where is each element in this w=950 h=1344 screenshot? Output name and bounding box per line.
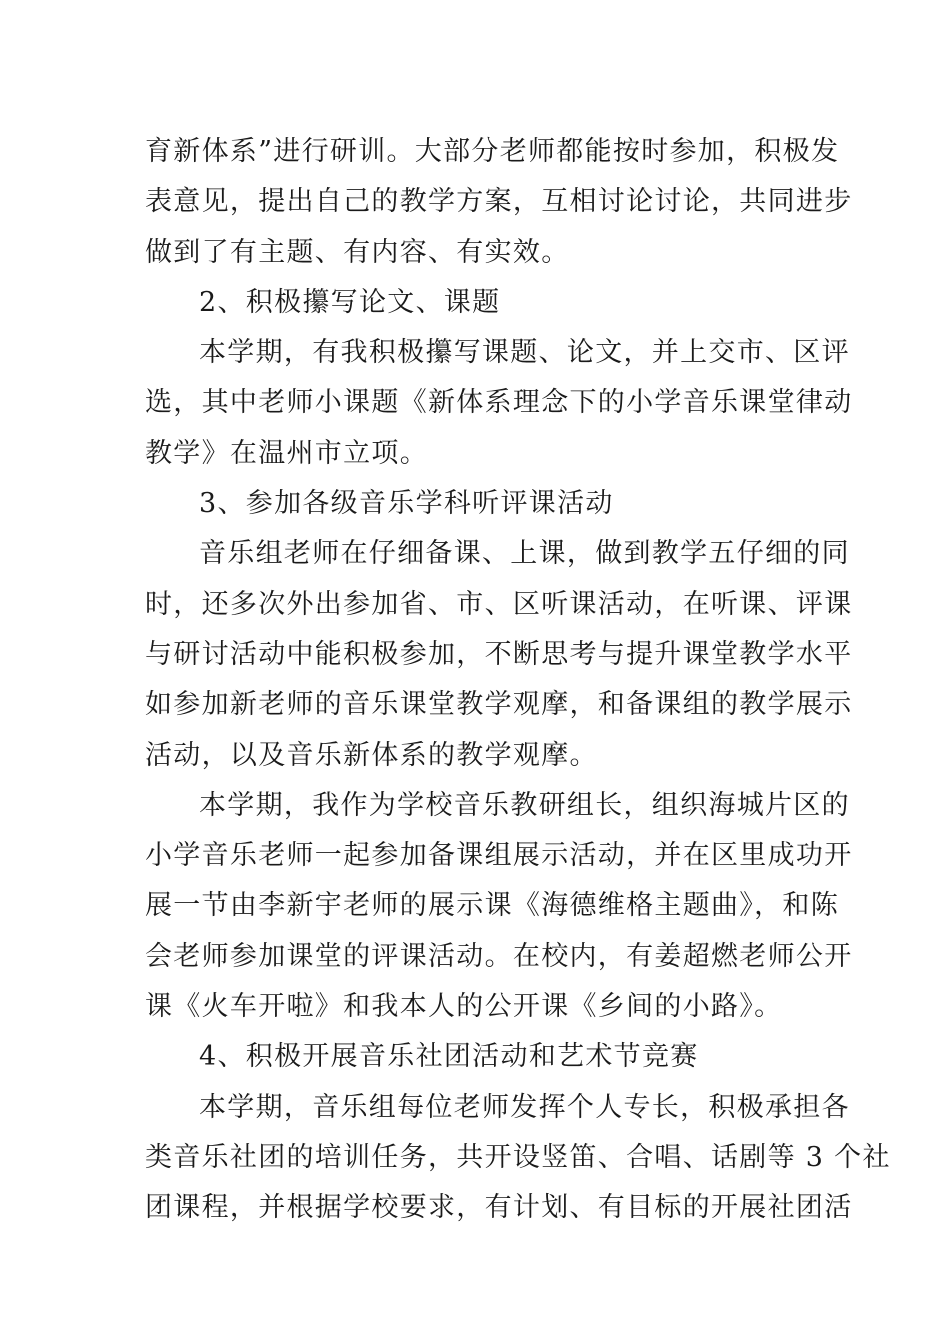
paragraph-start: 本学期，音乐组每位老师发挥个人专长，积极承担各 [199, 1091, 850, 1123]
text-line: 如参加新老师的音乐课堂教学观摩，和备课组的教学展示 [145, 689, 853, 721]
text-line: 选，其中老师小课题《新体系理念下的小学音乐课堂律动 [145, 387, 853, 419]
text-line: 类音乐社团的培训任务，共开设竖笛、合唱、话剧等 3 个社 [145, 1141, 891, 1173]
text-line: 教学》在温州市立项。 [145, 437, 428, 469]
document-body [145, 127, 891, 1234]
section-heading: 3、参加各级音乐学科听评课活动 [199, 488, 614, 520]
paragraph-start: 音乐组老师在仔细备课、上课，做到教学五仔细的同 [199, 538, 850, 570]
text-line: 小学音乐老师一起参加备课组展示活动，并在区里成功开 [145, 840, 853, 872]
text-line: 做到了有主题、有内容、有实效。 [145, 236, 570, 268]
paragraph-start: 本学期，有我积极攥写课题、论文，并上交市、区评 [199, 337, 850, 369]
section-heading: 2、积极攥写论文、课题 [199, 286, 501, 318]
text-line: 育新体系”进行研训。大部分老师都能按时参加，积极发 [145, 136, 840, 167]
text-line: 课《火车开啦》和我本人的公开课《乡间的小路》。 [145, 991, 783, 1023]
text-line: 时，还多次外出参加省、市、区听课活动，在听课、评课 [145, 588, 853, 620]
text-line: 活动，以及音乐新体系的教学观摩。 [145, 739, 598, 771]
text-line: 团课程，并根据学校要求，有计划、有目标的开展社团活 [145, 1192, 853, 1224]
text-line: 与研讨活动中能积极参加，不断思考与提升课堂教学水平 [145, 638, 853, 670]
paragraph-start: 本学期，我作为学校音乐教研组长，组织海城片区的 [199, 789, 850, 821]
text-line: 展一节由李新宇老师的展示课《海德维格主题曲》，和陈 [145, 890, 839, 922]
text-line: 会老师参加课堂的评课活动。在校内，有姜超燃老师公开 [145, 940, 853, 972]
text-line: 表意见，提出自己的教学方案，互相讨论讨论，共同进步 [145, 186, 853, 218]
section-heading: 4、积极开展音乐社团活动和艺术节竞赛 [199, 1041, 699, 1073]
